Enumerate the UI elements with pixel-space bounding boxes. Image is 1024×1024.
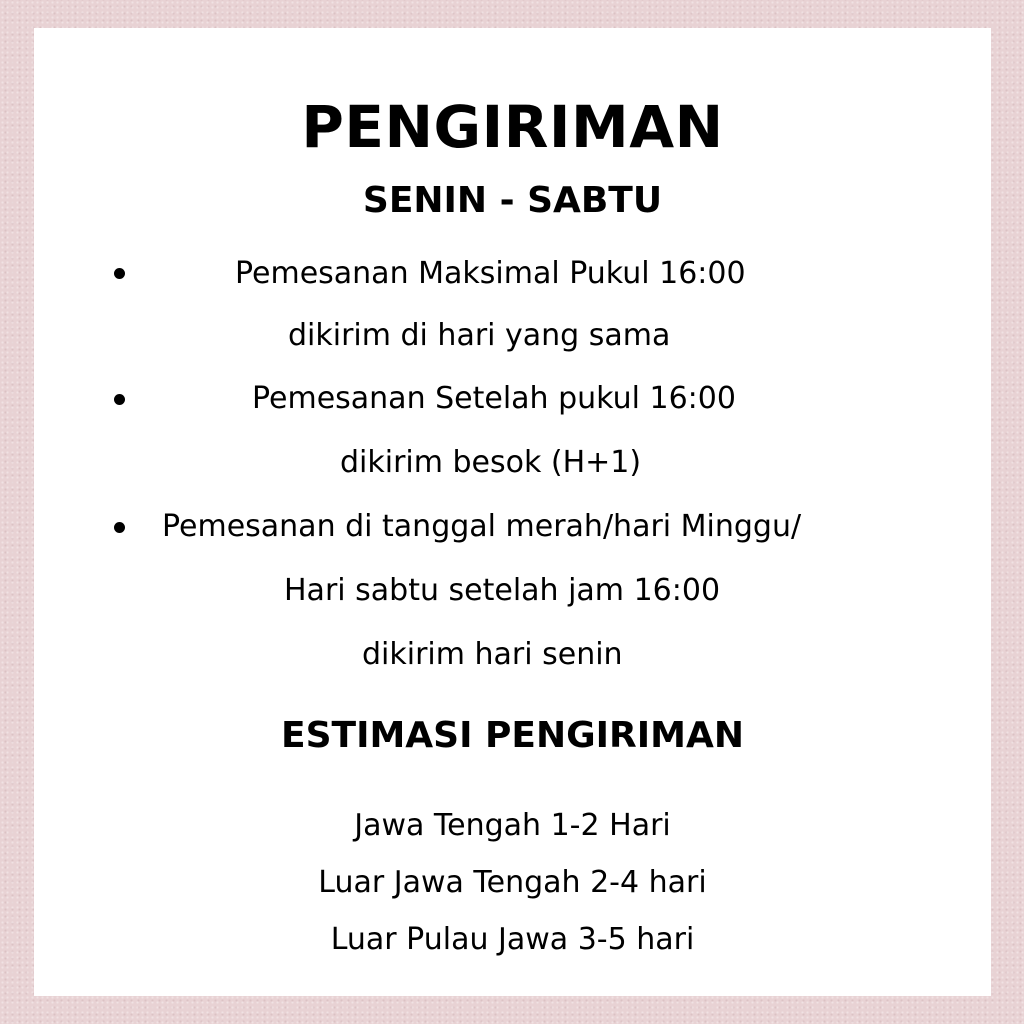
schedule-item-3-line-1: Pemesanan di tanggal merah/hari Minggu/ <box>162 509 802 544</box>
schedule-item-3-line-2: Hari sabtu setelah jam 16:00 <box>284 573 721 608</box>
page-title: PENGIRIMAN <box>301 93 724 161</box>
estimation-line: Jawa Tengah 1-2 Hari <box>354 808 671 843</box>
bullet-icon <box>114 394 125 405</box>
schedule-item-1-line-1: Pemesanan Maksimal Pukul 16:00 <box>235 256 746 291</box>
schedule-item-2-line-2: dikirim besok (H+1) <box>340 445 642 480</box>
schedule-item-3-line-3: dikirim hari senin <box>362 637 623 672</box>
schedule-item-1-line-2: dikirim di hari yang sama <box>288 318 671 353</box>
estimation-heading: ESTIMASI PENGIRIMAN <box>281 715 744 756</box>
schedule-item-2-line-1: Pemesanan Setelah pukul 16:00 <box>252 381 736 416</box>
estimation-line: Luar Pulau Jawa 3-5 hari <box>330 922 695 957</box>
bullet-icon <box>114 268 125 279</box>
estimation-line: Luar Jawa Tengah 2-4 hari <box>318 865 707 900</box>
schedule-heading: SENIN - SABTU <box>362 180 663 221</box>
bullet-icon <box>114 522 125 533</box>
info-card <box>34 28 991 996</box>
